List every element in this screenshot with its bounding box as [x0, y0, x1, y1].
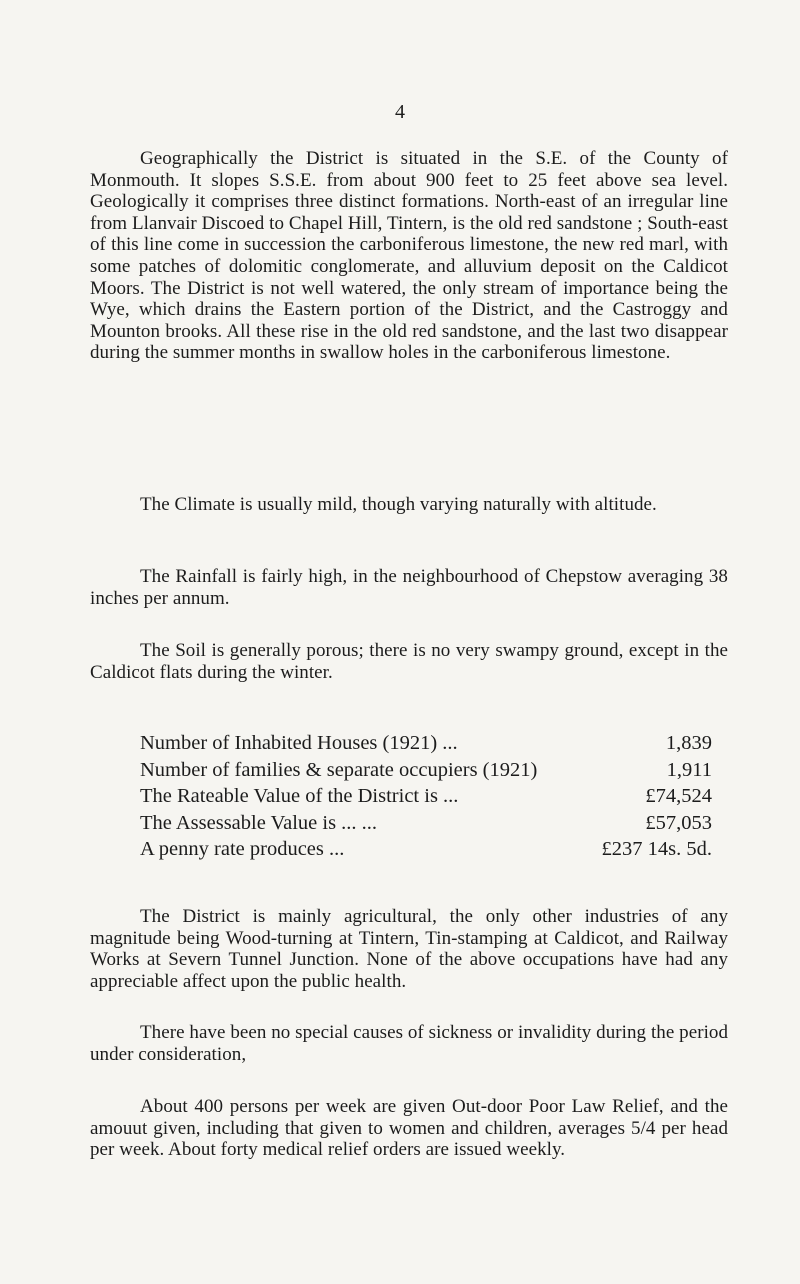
stat-label: Number of Inhabited Houses (1921) ... — [140, 732, 458, 754]
stat-row — [140, 810, 712, 837]
stat-label: The Assessable Value is ... ... — [140, 811, 378, 834]
stat-label: A penny rate produces ... — [140, 838, 345, 860]
stat-row — [140, 757, 712, 784]
stat-row — [140, 783, 712, 810]
stat-value: £237 14s. 5d. — [601, 838, 712, 860]
statistics-table — [140, 730, 712, 863]
stat-row — [140, 730, 712, 757]
paragraph-industries: The District is mainly agricultural, the only other industries of any magnitude being Wood-turning at Tintern, Tin-stamping at Caldicot, and Railway Works at Severn Tunnel Junction. None of the above occupations have had any appreciable affect upon the public health. — [90, 906, 728, 992]
stat-value: £57,053 — [645, 811, 712, 834]
stat-label: The Rateable Value of the District is ... — [140, 785, 459, 807]
stat-value: 1,839 — [665, 732, 712, 754]
paragraph-soil: The Soil is generally porous; there is no very swampy ground, except in the Caldicot flats during the winter. — [90, 640, 728, 683]
stat-value: £74,524 — [645, 785, 712, 807]
paragraph-poor-relief: About 400 persons per week are given Out-door Poor Law Relief, and the amouut given, including that given to women and children, averages 5/4 per head per week. About forty medical relief orders are issued weekly. — [90, 1096, 728, 1161]
stat-label: Number of families & separate occupiers (1921) — [140, 758, 538, 781]
stat-row — [140, 836, 712, 863]
paragraph-climate: The Climate is usually mild, though varying naturally with altitude. — [140, 494, 657, 515]
paragraph-sickness: There have been no special causes of sickness or invalidity during the period under consideration, — [90, 1022, 728, 1065]
paragraph-geography: Geographically the District is situated in the S.E. of the County of Monmouth. It slopes S.S.E. from about 900 feet to 25 feet above sea level. Geologically it comprises three distinct formations. North-east of an irregular line from Llanvair Discoed to Chapel Hill, Tintern, is the old red sandstone ; South-east of this line come in succession the carboniferous limestone, the new red marl, with some patches of dolomitic conglomerate, and alluvium deposit on the Caldicot Moors. The District is not well watered, the only stream of importance being the Wye, which drains the Eastern portion of the District, and the Castroggy and Mounton brooks. All these rise in the old red sandstone, and the last two disappear during the summer months in swallow holes in the carboniferous limestone. — [90, 148, 728, 364]
paragraph-rainfall: The Rainfall is fairly high, in the neighbourhood of Chepstow averaging 38 inches per annum. — [90, 566, 728, 609]
page-number: 4 — [395, 101, 405, 123]
stat-value: 1,911 — [666, 758, 712, 781]
